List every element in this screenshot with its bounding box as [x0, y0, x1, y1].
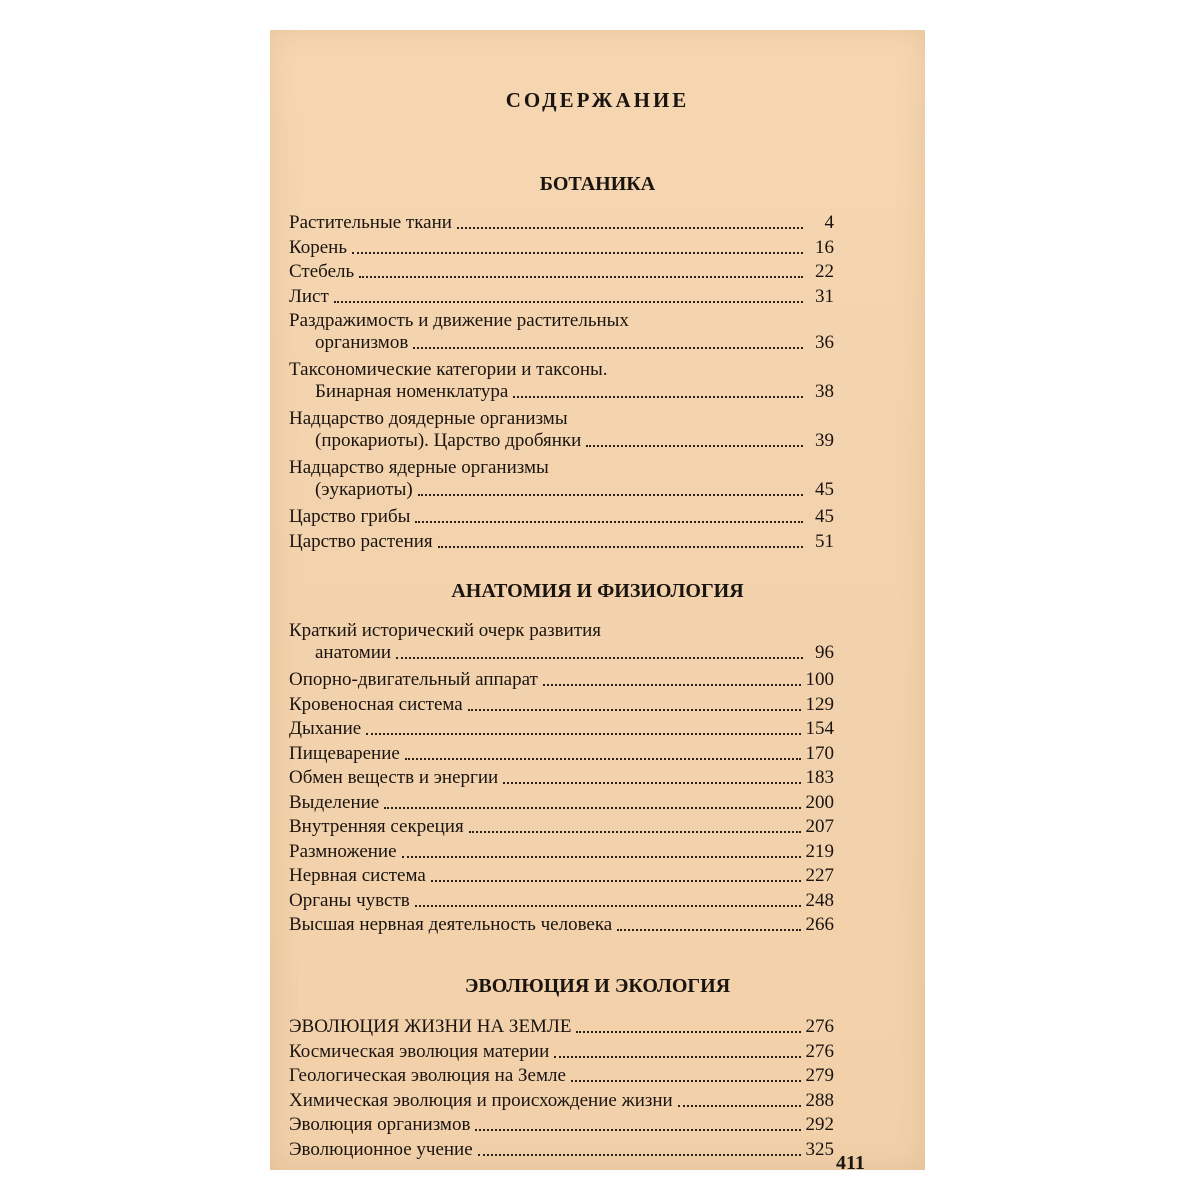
- toc-entry-title: [289, 359, 834, 381]
- toc-entry-text: Выделение: [289, 791, 380, 813]
- toc-page-number: 31: [815, 285, 834, 307]
- toc-entry-text: Обмен веществ и энергии: [289, 767, 499, 788]
- dot-leader: [405, 758, 801, 760]
- dot-leader: [415, 905, 801, 907]
- toc-entry-text: анатомии: [315, 642, 392, 663]
- toc-entry-text: (прокариоты). Царство дробянки: [315, 430, 582, 451]
- toc-page-number: 39: [815, 430, 834, 451]
- toc-entry-title: [289, 531, 834, 553]
- toc-entry-text: Внутренняя секреция: [289, 816, 464, 837]
- toc-entry-title: [289, 816, 834, 838]
- toc-entry-title: [289, 694, 834, 716]
- dot-leader: [438, 546, 803, 548]
- toc-entry-text: Высшая нервная деятельность человека: [289, 914, 613, 935]
- toc-entry-title: [289, 890, 834, 912]
- toc-page-number: 325: [805, 1138, 834, 1160]
- toc-entry[interactable]: [289, 767, 834, 789]
- toc-entry-title-continued: [289, 479, 834, 501]
- toc-entry-text: Корень: [289, 236, 347, 258]
- toc-entry-title: [289, 310, 834, 332]
- dot-leader: [554, 1056, 800, 1058]
- toc-entry[interactable]: [289, 506, 834, 528]
- toc-entry-title-continued: [289, 381, 834, 403]
- toc-entry-title: [289, 1016, 834, 1038]
- toc-entry-title: [289, 212, 834, 234]
- toc-page-number: 4: [824, 212, 834, 233]
- toc-page-number: 276: [805, 1016, 834, 1037]
- dot-leader: [678, 1105, 801, 1107]
- toc-entry-title: [289, 767, 834, 789]
- toc-entry-title: [289, 457, 834, 479]
- toc-entry-title: [289, 1114, 834, 1136]
- toc-page-number: 36: [815, 332, 834, 353]
- toc-entry-text: Лист: [289, 285, 329, 307]
- toc-page-number: 129: [805, 693, 834, 715]
- dot-leader: [359, 276, 803, 278]
- book-page: [270, 30, 925, 1174]
- toc-entry[interactable]: [289, 1016, 834, 1038]
- toc-entry-text: Эволюция организмов: [289, 1114, 471, 1135]
- toc-page-number: 154: [805, 718, 834, 739]
- section-heading-evolution: ЭВОЛЮЦИЯ И ЭКОЛОГИЯ: [464, 975, 731, 997]
- toc-entry[interactable]: [289, 865, 834, 887]
- toc-entry-text: Космическая эволюция материи: [289, 1040, 550, 1062]
- toc-entry[interactable]: [289, 457, 834, 501]
- dot-leader: [617, 929, 800, 931]
- toc-entry[interactable]: [289, 743, 834, 765]
- page-number: 411: [836, 1152, 865, 1174]
- toc-entry-text: Бинарная номенклатура: [315, 381, 509, 402]
- dot-leader: [457, 227, 803, 229]
- dot-leader: [396, 657, 803, 659]
- toc-entry-title: [289, 914, 834, 936]
- toc-entry[interactable]: [289, 816, 834, 838]
- dot-leader: [418, 494, 803, 496]
- toc-entry-text: Таксономические категории и таксоны.: [289, 359, 608, 380]
- toc-entry-title-continued: [289, 332, 834, 354]
- dot-leader: [415, 521, 803, 523]
- toc-entry-text: ЭВОЛЮЦИЯ ЖИЗНИ НА ЗЕМЛЕ: [289, 1016, 572, 1037]
- toc-entry-text: Нервная система: [289, 865, 426, 886]
- toc-entry-title: [289, 408, 834, 430]
- toc-page-number: 22: [815, 261, 834, 282]
- toc-page-number: 207: [805, 816, 834, 837]
- toc-entry-text: Пищеварение: [289, 742, 400, 764]
- toc-page-number: 170: [805, 742, 834, 764]
- toc-entry-title: [289, 865, 834, 887]
- toc-entry-text: Растительные ткани: [289, 212, 452, 233]
- toc-entry-text: Дыхание: [289, 718, 362, 739]
- toc-entry-text: Размножение: [289, 840, 397, 862]
- toc-entry[interactable]: [289, 669, 834, 691]
- toc-entry[interactable]: [289, 890, 834, 912]
- toc-entry[interactable]: [289, 841, 834, 863]
- toc-entry[interactable]: [289, 531, 834, 553]
- toc-entry-text: Геологическая эволюция на Земле: [289, 1065, 566, 1086]
- dot-leader: [366, 733, 800, 735]
- toc-entry-title: [289, 237, 834, 259]
- toc-entry[interactable]: [289, 792, 834, 814]
- toc-page-number: 38: [815, 381, 834, 402]
- toc-entry-text: Стебель: [289, 261, 355, 282]
- toc-entry-text: Надцарство ядерные организмы: [289, 457, 549, 478]
- dot-leader: [475, 1129, 800, 1131]
- toc-page-number: 45: [815, 506, 834, 527]
- toc-page-number: 276: [805, 1040, 834, 1062]
- toc-entry[interactable]: [289, 261, 834, 283]
- toc-entry-text: Эволюционное учение: [289, 1138, 473, 1160]
- toc-entry[interactable]: [289, 212, 834, 234]
- toc-entry-title: [289, 286, 834, 308]
- toc-entry-text: (эукариоты): [315, 479, 413, 500]
- toc-entry-title: [289, 669, 834, 691]
- toc-entry-text: Химическая эволюция и происхождение жизни: [289, 1089, 673, 1111]
- toc-page-number: 248: [805, 889, 834, 911]
- toc-page-number: 292: [805, 1114, 834, 1135]
- toc-entry-title: [289, 743, 834, 765]
- toc-entry[interactable]: [289, 1065, 834, 1087]
- toc-page-number: 45: [815, 479, 834, 500]
- dot-leader: [334, 301, 803, 303]
- toc-entry-text: Органы чувств: [289, 889, 410, 911]
- dot-leader: [352, 252, 803, 254]
- dot-leader: [384, 807, 800, 809]
- toc-entry-title: [289, 506, 834, 528]
- toc-entry-title: [289, 620, 834, 642]
- toc-entry-title-continued: [289, 642, 834, 664]
- toc-entry-title-continued: [289, 430, 834, 452]
- toc-entry[interactable]: [289, 1114, 834, 1136]
- toc-entry-title: [289, 841, 834, 863]
- toc-entry[interactable]: [289, 620, 834, 664]
- toc-entry[interactable]: [289, 286, 834, 308]
- section-heading-botany: БОТАНИКА: [539, 173, 656, 195]
- toc-entry[interactable]: [289, 408, 834, 452]
- dot-leader: [402, 856, 801, 858]
- section-heading-anatomy: АНАТОМИЯ И ФИЗИОЛОГИЯ: [451, 580, 744, 602]
- toc-entry-text: Кровеносная система: [289, 693, 463, 715]
- toc-page-number: 183: [805, 767, 834, 788]
- toc-entry-text: Царство грибы: [289, 506, 411, 527]
- toc-entry[interactable]: [289, 1041, 834, 1063]
- dot-leader: [431, 880, 801, 882]
- toc-entry[interactable]: [289, 1139, 834, 1161]
- toc-entry[interactable]: [289, 1090, 834, 1112]
- dot-leader: [468, 709, 801, 711]
- toc-entry-title: [289, 718, 834, 740]
- toc-entry[interactable]: [289, 718, 834, 740]
- toc-page-number: 227: [805, 865, 834, 886]
- toc-entry[interactable]: [289, 694, 834, 716]
- dot-leader: [478, 1154, 801, 1156]
- toc-page-number: 219: [805, 840, 834, 862]
- toc-page-number: 266: [805, 914, 834, 935]
- dot-leader: [413, 347, 803, 349]
- dot-leader: [576, 1031, 800, 1033]
- dot-leader: [543, 684, 801, 686]
- toc-entry-title: [289, 1041, 834, 1063]
- toc-page-number: 100: [805, 669, 834, 690]
- toc-page-number: 51: [815, 530, 834, 552]
- toc-entry-text: Царство растения: [289, 530, 433, 552]
- toc-page-number: 279: [805, 1065, 834, 1086]
- dot-leader: [513, 396, 803, 398]
- toc-entry-text: Опорно-двигательный аппарат: [289, 669, 538, 690]
- dot-leader: [586, 445, 803, 447]
- toc-page-number: 288: [805, 1089, 834, 1111]
- toc-entry-title: [289, 261, 834, 283]
- toc-page-number: 96: [815, 642, 834, 663]
- toc-entry-title: [289, 1139, 834, 1161]
- toc-entry-text: организмов: [315, 332, 409, 353]
- toc-entry[interactable]: [289, 310, 834, 354]
- toc-entry-title: [289, 792, 834, 814]
- dot-leader: [571, 1080, 801, 1082]
- toc-entry-title: [289, 1065, 834, 1087]
- toc-entry-text: Краткий исторический очерк развития: [289, 620, 602, 641]
- dot-leader: [503, 782, 800, 784]
- toc-page-number: 16: [815, 236, 834, 258]
- toc-page-number: 200: [805, 791, 834, 813]
- toc-entry[interactable]: [289, 914, 834, 936]
- page-title: СОДЕРЖАНИЕ: [505, 88, 690, 112]
- toc-entry[interactable]: [289, 359, 834, 403]
- toc-entry-text: Раздражимость и движение растительных: [289, 310, 629, 331]
- dot-leader: [469, 831, 801, 833]
- toc-entry[interactable]: [289, 237, 834, 259]
- toc-entry-text: Надцарство доядерные организмы: [289, 408, 568, 429]
- toc-entry-title: [289, 1090, 834, 1112]
